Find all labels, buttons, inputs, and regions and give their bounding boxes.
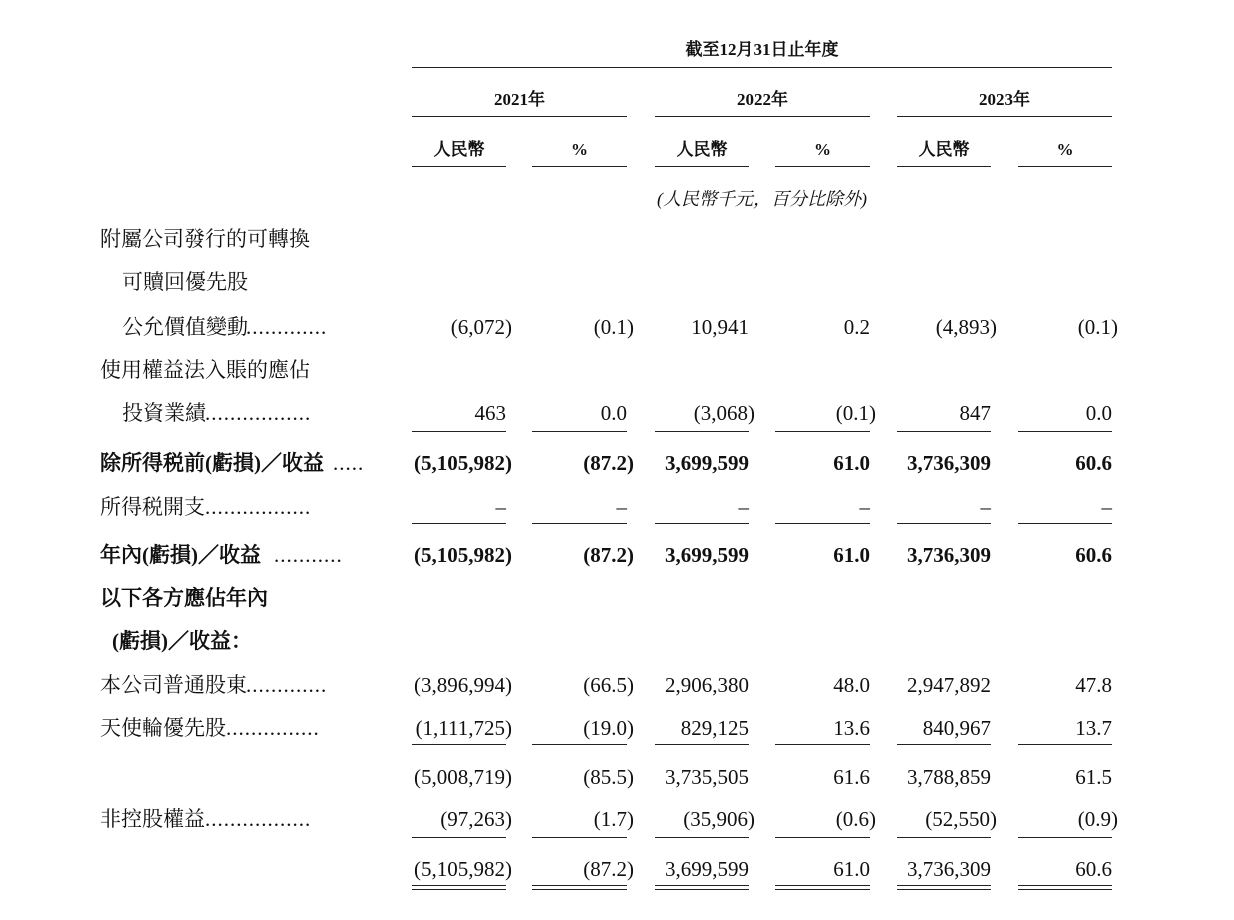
dot-leader: ................. [205, 495, 312, 519]
subtotal-underline [1018, 744, 1112, 745]
cell-rmb-2021: (5,105,982) [414, 543, 512, 567]
cell-rmb-2021: 463 [474, 401, 506, 425]
total-double-underline [412, 885, 506, 890]
cell-rmb-2022: 3,699,599 [665, 857, 749, 881]
dot-leader: ............. [246, 673, 328, 697]
subtotal-underline [532, 837, 627, 838]
currency-header-2023: 人民幣 [918, 140, 970, 159]
cell-rmb-2022: 829,125 [680, 716, 749, 740]
row-fair-value-change [0, 314, 1234, 340]
cell-pct-2021: (85.5) [583, 765, 634, 789]
cell-pct-2022: 0.2 [843, 315, 870, 339]
currency-header-2021: 人民幣 [433, 140, 485, 159]
subtotal-underline [412, 837, 506, 838]
cell-pct-2022: 48.0 [833, 673, 870, 697]
subtotal-underline [897, 431, 991, 432]
dot-leader: ........... [274, 543, 343, 567]
row-income-tax [0, 494, 1234, 520]
label-loss-before-tax: 除所得税前(虧損)／收益 [100, 451, 324, 475]
cell-pct-2021: 0.0 [600, 401, 627, 425]
cell-rmb-2021: (5,105,982) [414, 451, 512, 475]
cell-pct-2022: (0.6) [835, 807, 876, 831]
period-header: 截至12月31日止年度 [685, 40, 839, 59]
units-note: (人民幣千元，百分比除外) [657, 189, 867, 209]
cell-rmb-2022: 2,906,380 [665, 673, 749, 697]
cell-rmb-2022: – [738, 495, 749, 519]
subtotal-underline [532, 523, 627, 524]
row-attributable-subtotal [0, 764, 1234, 790]
cell-pct-2023: (0.1) [1077, 315, 1118, 339]
sub-underline [1018, 166, 1112, 167]
cell-rmb-2021: – [495, 495, 506, 519]
label-convertible-preferred: 附屬公司發行的可轉換 [100, 227, 310, 251]
subtotal-underline [775, 523, 870, 524]
label-non-controlling: 非控股權益 [100, 807, 205, 831]
currency-header-2022: 人民幣 [676, 140, 728, 159]
year-2022-underline [655, 116, 870, 117]
row-loss-before-tax [0, 450, 1234, 476]
subtotal-underline [412, 431, 506, 432]
label-convertible-preferred-2: 可贖回優先股 [122, 270, 248, 294]
row-investment-results [0, 400, 1234, 426]
year-2021-header: 2021年 [494, 90, 545, 109]
dot-leader: ................. [205, 401, 312, 425]
label-attributable-to-2: (虧損)／收益： [112, 629, 252, 653]
subtotal-underline [1018, 837, 1112, 838]
cell-pct-2023: 0.0 [1085, 401, 1112, 425]
row-angel-preferred [0, 715, 1234, 741]
subtotal-underline [775, 744, 870, 745]
cell-rmb-2023: 840,967 [922, 716, 991, 740]
cell-pct-2023: 60.6 [1075, 543, 1112, 567]
dot-leader: ................. [205, 807, 312, 831]
cell-rmb-2023: (52,550) [925, 807, 997, 831]
label-investment-results: 投資業績 [122, 401, 206, 425]
cell-pct-2023: 47.8 [1075, 673, 1112, 697]
cell-rmb-2023: 3,736,309 [907, 543, 991, 567]
cell-pct-2023: 13.7 [1075, 716, 1112, 740]
row-grand-total [0, 856, 1234, 882]
label-loss-for-year: 年內(虧損)／收益 [100, 543, 261, 567]
label-income-tax: 所得税開支 [100, 495, 205, 519]
subtotal-underline [897, 837, 991, 838]
cell-rmb-2021: (5,105,982) [414, 857, 512, 881]
total-double-underline [1018, 885, 1112, 890]
cell-pct-2021: (0.1) [593, 315, 634, 339]
cell-rmb-2023: 3,736,309 [907, 857, 991, 881]
cell-rmb-2022: 3,735,505 [665, 765, 749, 789]
percent-header-2023: % [1056, 140, 1074, 159]
cell-pct-2022: 61.0 [833, 857, 870, 881]
year-2021-underline [412, 116, 627, 117]
total-double-underline [655, 885, 749, 890]
dot-leader: ............... [226, 716, 320, 740]
subtotal-underline [655, 431, 749, 432]
cell-pct-2021: (87.2) [583, 543, 634, 567]
cell-rmb-2021: (5,008,719) [414, 765, 512, 789]
subtotal-underline [1018, 523, 1112, 524]
cell-rmb-2023: (4,893) [935, 315, 997, 339]
cell-pct-2022: (0.1) [835, 401, 876, 425]
year-2023-header: 2023年 [979, 90, 1030, 109]
cell-rmb-2022: (35,906) [683, 807, 755, 831]
cell-pct-2021: (66.5) [583, 673, 634, 697]
cell-pct-2021: (87.2) [583, 857, 634, 881]
subtotal-underline [775, 837, 870, 838]
dot-leader: ..... [333, 451, 365, 475]
cell-pct-2021: (1.7) [593, 807, 634, 831]
subtotal-underline [1018, 431, 1112, 432]
percent-header-2021: % [571, 140, 588, 159]
subtotal-underline [532, 744, 627, 745]
cell-pct-2021: – [616, 495, 627, 519]
percent-header-2022: % [814, 140, 831, 159]
label-equity-method: 使用權益法入賬的應佔 [100, 358, 310, 382]
cell-rmb-2022: 10,941 [691, 315, 749, 339]
row-loss-for-year [0, 542, 1234, 568]
subtotal-underline [655, 837, 749, 838]
sub-underline [775, 166, 870, 167]
dot-leader: ............. [246, 315, 328, 339]
sub-underline [655, 166, 749, 167]
cell-rmb-2021: (6,072) [450, 315, 512, 339]
year-2022-header: 2022年 [737, 90, 788, 109]
sub-underline [412, 166, 506, 167]
cell-pct-2022: 13.6 [833, 716, 870, 740]
cell-pct-2021: (19.0) [583, 716, 634, 740]
label-attributable-to: 以下各方應佔年內 [100, 586, 268, 610]
cell-pct-2022: 61.0 [833, 451, 870, 475]
cell-rmb-2023: 847 [959, 401, 991, 425]
cell-rmb-2022: 3,699,599 [665, 451, 749, 475]
label-ordinary-shareholders: 本公司普通股東 [100, 673, 247, 697]
label-fair-value-change: 公允價值變動 [122, 315, 248, 339]
row-ordinary-shareholders [0, 672, 1234, 698]
cell-pct-2022: 61.0 [833, 543, 870, 567]
cell-rmb-2021: (3,896,994) [414, 673, 512, 697]
year-2023-underline [897, 116, 1112, 117]
cell-pct-2023: 60.6 [1075, 857, 1112, 881]
cell-pct-2023: – [1101, 495, 1112, 519]
subtotal-underline [412, 744, 506, 745]
cell-rmb-2023: 2,947,892 [907, 673, 991, 697]
row-non-controlling [0, 806, 1234, 832]
label-angel-preferred: 天使輪優先股 [100, 716, 226, 740]
subtotal-underline [655, 523, 749, 524]
total-double-underline [532, 885, 627, 890]
sub-underline [897, 166, 991, 167]
subtotal-underline [897, 744, 991, 745]
cell-pct-2022: – [859, 495, 870, 519]
cell-rmb-2021: (97,263) [440, 807, 512, 831]
cell-rmb-2023: 3,736,309 [907, 451, 991, 475]
cell-rmb-2021: (1,111,725) [415, 716, 512, 740]
total-double-underline [775, 885, 870, 890]
cell-pct-2022: 61.6 [833, 765, 870, 789]
subtotal-underline [775, 431, 870, 432]
subtotal-underline [655, 744, 749, 745]
cell-pct-2021: (87.2) [583, 451, 634, 475]
total-double-underline [897, 885, 991, 890]
cell-rmb-2022: (3,068) [693, 401, 755, 425]
cell-rmb-2022: 3,699,599 [665, 543, 749, 567]
subtotal-underline [412, 523, 506, 524]
subtotal-underline [897, 523, 991, 524]
sub-underline [532, 166, 627, 167]
period-underline [412, 67, 1112, 68]
subtotal-underline [532, 431, 627, 432]
cell-pct-2023: (0.9) [1077, 807, 1118, 831]
cell-rmb-2023: – [980, 495, 991, 519]
cell-pct-2023: 60.6 [1075, 451, 1112, 475]
cell-pct-2023: 61.5 [1075, 765, 1112, 789]
cell-rmb-2023: 3,788,859 [907, 765, 991, 789]
